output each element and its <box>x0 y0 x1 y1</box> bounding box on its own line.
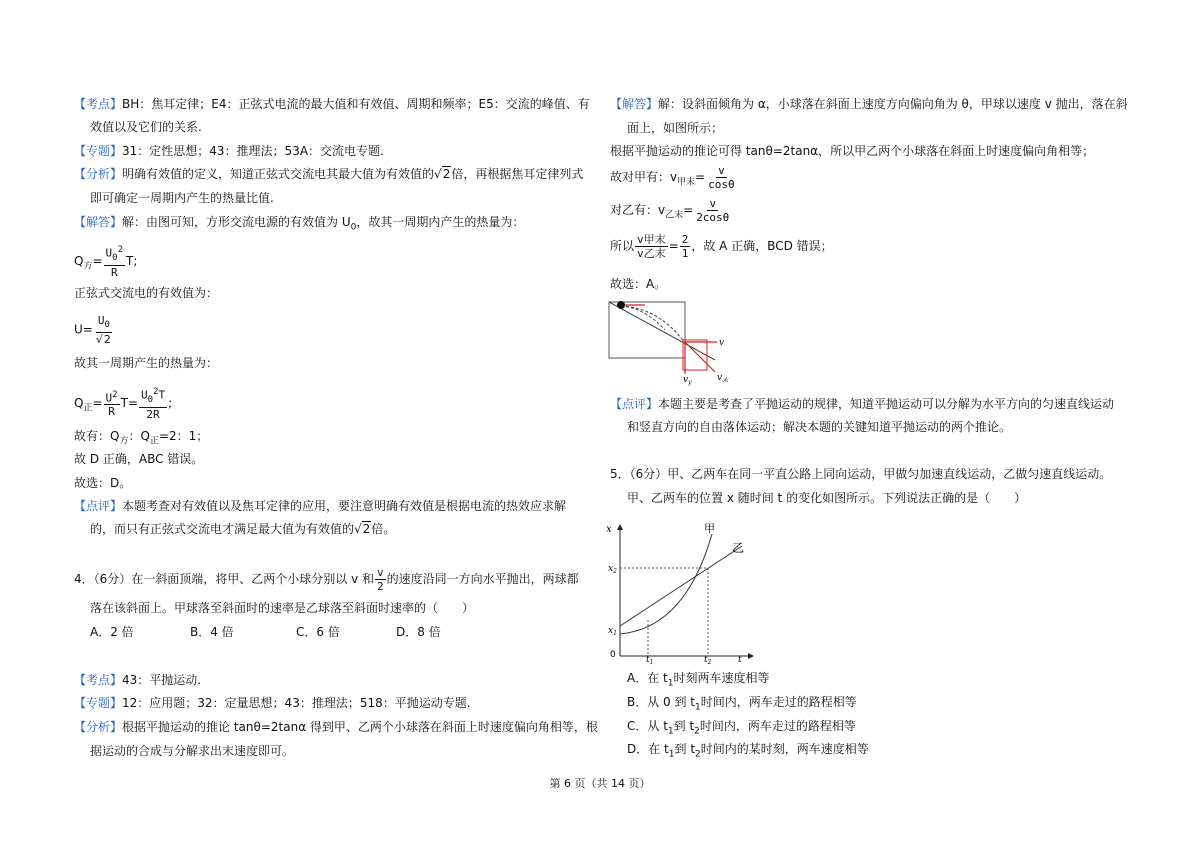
page-footer: 第 6 页（共 14 页） <box>549 777 651 790</box>
q5-opt-c: C．从 $t_1$到 $t_2$时间内，两车走过的路程相等 <box>627 719 856 737</box>
kaodian-text-2: 效值以及它们的关系. <box>90 120 202 134</box>
dianping-r-text: 本题主要是考查了平抛运动的规律，知道平抛运动可以分解为水平方向的匀速直线运动 <box>658 397 1115 411</box>
t-mid: T= <box>120 395 138 410</box>
frac-u0sq-r: $\frac{U_0^2}{R}$ <box>105 245 123 279</box>
guxuan-a: 故选：A。 <box>610 277 667 291</box>
zhuanti2-text: 12：应用题；32：定量思想；43：推理法；518：平抛运动专题. <box>122 696 471 710</box>
eq-q-fang <box>74 244 137 279</box>
frac-2-1: $\frac{2}{1}$ <box>681 233 689 260</box>
kaodian2-tag: 【考点】 <box>74 673 123 687</box>
frac-u0-sqrt2: $\frac{U_0}{√2}$ <box>95 314 111 347</box>
guyou-a: 故有：Q <box>74 429 120 443</box>
zhuanti-tag: 【专题】 <box>74 144 123 158</box>
label-x1: $x_1$ <box>608 626 617 637</box>
xt-graph <box>600 516 760 666</box>
ball <box>617 301 625 309</box>
jieda-text-b: ，故其一周期内产生的热量为： <box>356 215 525 229</box>
label-vend: $v_末$ <box>717 373 729 384</box>
zhuanti-line <box>74 143 384 159</box>
jieda-r-text: 解：设斜面倾角为 α，小球落在斜面上速度方向偏向角为 θ，甲球以速度 v 抛出，落在斜 <box>658 97 1128 111</box>
sqrt-2: √2 <box>434 167 451 181</box>
frac-ratio: $\frac{\text{v甲末}}{\text{v乙末}}$ <box>637 233 666 260</box>
x-axis-arrow <box>617 524 623 530</box>
kaodian-text: BH：焦耳定律；E4：正弦式电流的最大值和有效值、周期和频率；E5：交流的峰值、有 <box>122 97 590 111</box>
label-t1: $t_1$ <box>646 655 654 666</box>
guyou-line <box>74 428 208 449</box>
frac-u2-r: $\frac{U^2}{R}$ <box>105 389 118 419</box>
eq-sign: = <box>92 253 103 268</box>
jieda-r-text-2: 面上，如图所示； <box>627 121 724 135</box>
guyou-sub-a: 方 <box>119 436 129 447</box>
jieda-line <box>74 214 524 235</box>
q4-text-b: 的速度沿同一方向水平抛出，两球都 <box>386 572 579 586</box>
ratio-eq: 所以 $\frac{\text{v甲末}}{\text{v乙末}}$ = $\frac{2}{1}$ ，故 A 正确，BCD 错误； <box>610 233 833 260</box>
sub-0: 0 <box>350 222 357 233</box>
trajectory-1 <box>621 306 687 346</box>
frac-v-cos: $\frac{v}{\cos\theta}$ <box>708 164 735 191</box>
q4-text-a: 4．（6分）在一斜面顶端，将甲、乙两个小球分别以 v 和 <box>74 572 375 586</box>
incline-frame <box>609 302 685 358</box>
trajectory-2 <box>621 306 665 330</box>
q4-line-2: 落在该斜面上。甲球落至斜面时的速率是乙球落至斜面时速率的（ ） <box>90 601 475 615</box>
fenxi2-line-2: 据运动的合成与分解求出末速度即可。 <box>90 744 295 758</box>
q4-opt-d: D．8 倍 <box>396 625 441 639</box>
guyou-c: =2：1； <box>158 429 209 443</box>
label-origin: 0 <box>610 650 616 660</box>
guyou-sub-b: 正 <box>149 436 159 447</box>
kaodian-tag: 【考点】 <box>74 97 123 111</box>
dianping-r-tag: 【点评】 <box>610 397 659 411</box>
zhengxian-line: 正弦式交流电的有效值为： <box>74 286 219 300</box>
q4-line <box>74 566 579 593</box>
zhuanti2-tag: 【专题】 <box>74 696 123 710</box>
dianping-text-2b: 倍。 <box>371 522 396 536</box>
fenxi-text-b: 倍，再根据焦耳定律列式 <box>451 167 584 181</box>
q4-opt-a: A．2 倍 <box>90 625 134 639</box>
zhuanti2-line <box>74 695 471 711</box>
dianping-tag: 【点评】 <box>74 499 123 513</box>
label-t2: $t_2$ <box>704 655 712 666</box>
fenxi-tag: 【分析】 <box>74 167 123 181</box>
eq-sign-2: = <box>92 395 103 410</box>
dianping-line <box>74 498 566 514</box>
q4-opt-c: C．6 倍 <box>296 625 340 639</box>
eq-q-zheng <box>74 386 172 422</box>
eq-u <box>74 314 115 346</box>
q4-opt-b: B．4 倍 <box>190 625 234 639</box>
fenxi2-line <box>74 719 598 735</box>
jieda-r-text-3: 根据平抛运动的推论可得 tanθ=2tanα，所以甲乙两个小球落在斜面上时速度偏向角相等； <box>610 144 1095 158</box>
gu-d-line: 故 D 正确，ABC 错误。 <box>74 452 204 466</box>
guyou-b: ：Q <box>128 429 150 443</box>
zhuanti-text: 31：定性思想；43：推理法；53A：交流电专题. <box>122 144 384 158</box>
label-vy: $v_y$ <box>683 375 692 386</box>
sqrt-2b: √2 <box>354 522 371 536</box>
frac-v-2cos: $\frac{v}{2\cos\theta}$ <box>696 197 730 224</box>
q-symbol: Q <box>74 253 84 268</box>
q5-opt-d: D．在 $t_1$到 $t_2$时间内的某时刻，两车速度相等 <box>627 742 869 760</box>
label-x2: $x_2$ <box>608 564 617 575</box>
semi: ; <box>168 395 173 410</box>
guxuan-d: 故选：D。 <box>74 476 132 490</box>
kaodian-line <box>74 96 590 112</box>
q-sub-2: 正 <box>83 403 93 414</box>
t-axis-arrow <box>748 653 754 659</box>
jia-a: 故对甲有：v <box>610 170 678 184</box>
frac-u0t-2r: $\frac{U_0^2T}{2R}$ <box>140 387 166 421</box>
incline-diagram <box>605 296 745 386</box>
q5-opt-a: A．在 $t_1$时刻两车速度相等 <box>627 671 770 689</box>
fenxi-text-2: 即可确定一周期内产生的热量比值. <box>90 191 274 205</box>
kaodian2-line <box>74 672 201 688</box>
fenxi-text: 明确有效值的定义，知道正弦式交流电其最大值为有效值的 <box>122 167 435 181</box>
q-sub: 方 <box>83 261 93 272</box>
q-symbol-2: Q <box>74 395 84 410</box>
label-yi: 乙 <box>732 541 745 555</box>
q5-line-2: 甲、乙两车的位置 x 随时间 t 的变化如图所示。下列说法正确的是（ ） <box>627 491 1027 505</box>
fenxi2-tag: 【分析】 <box>74 720 123 734</box>
fenxi2-text: 根据平抛运动的推论 tanθ=2tanα 得到甲、乙两个小球落在斜面上时速度偏向角相等，根 <box>122 720 598 734</box>
yi-eq: 对乙有：$v_{乙末}=$ $\frac{v}{2\cos\theta}$ <box>610 197 730 224</box>
jieda-tag: 【解答】 <box>74 215 123 229</box>
fenxi-line <box>74 166 583 182</box>
label-v: v <box>719 338 725 348</box>
kaodian2-text: 43：平抛运动. <box>122 673 202 687</box>
dianping-text-2a: 的，而只有正弦式交流电才满足最大值为有效值的 <box>90 522 355 536</box>
q5-line: 5．（6分）甲、乙两车在同一平直公路上同向运动，甲做匀加速直线运动，乙做匀速直线运动。 <box>610 467 1112 481</box>
t-end: T; <box>126 253 138 268</box>
frac-v-2: $\frac{v}{2}$ <box>377 566 384 593</box>
jia-sub: 甲末 <box>677 177 696 188</box>
label-t: t <box>738 655 742 665</box>
yi-sub: 乙末 <box>665 210 684 221</box>
label-x: x <box>606 524 612 535</box>
jieda-r-tag: 【解答】 <box>610 97 659 111</box>
curve-jia <box>620 534 712 634</box>
yi-a: 对乙有：v <box>610 203 666 217</box>
dianping-text: 本题考查对有效值以及焦耳定律的应用，要注意明确有效值是根据电流的热效应求解 <box>122 499 567 513</box>
u-eq: U= <box>74 322 93 337</box>
dianping-line-2 <box>90 521 395 537</box>
label-jia: 甲 <box>704 522 715 535</box>
incline-slope <box>609 302 715 360</box>
dianping-r-text-2: 和竖直方向的自由落体运动；解决本题的关键知道平抛运动的两个推论。 <box>627 420 1012 434</box>
suoyi-b: ，故 A 正确，BCD 错误； <box>691 239 833 253</box>
line-yi <box>620 546 742 626</box>
q5-opt-b: B．从 0 到 $t_1$时间内，两车走过的路程相等 <box>627 695 857 713</box>
suoyi: 所以 <box>610 239 635 253</box>
dianping-r-line <box>610 396 1114 412</box>
jieda-r-line <box>610 96 1128 112</box>
jieda-text: 解：由图可知，方形交流电源的有效值为 U <box>122 215 351 229</box>
qiyi-line: 故其一周期产生的热量为： <box>74 356 219 370</box>
jia-eq: 故对甲有：$v_{甲末}=$ $\frac{v}{\cos\theta}$ <box>610 164 735 191</box>
